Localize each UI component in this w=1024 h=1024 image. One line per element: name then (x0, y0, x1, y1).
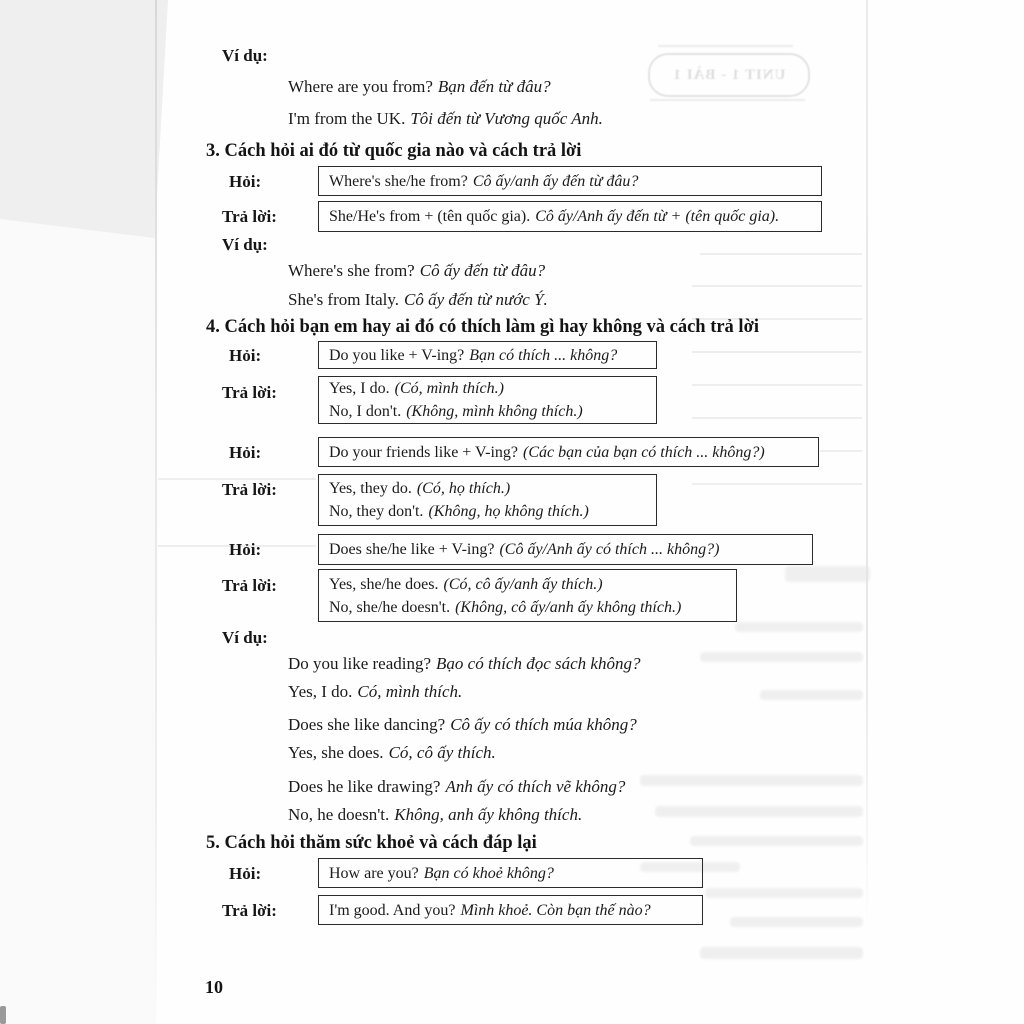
example-english: Where's she from? (288, 261, 415, 280)
example-line (288, 290, 548, 310)
box-vietnamese: Bạn có thích ... không? (469, 346, 618, 364)
example-english: No, he doesn't. (288, 805, 390, 824)
section-heading-4: 4. Cách hỏi bạn em hay ai đó có thích làm gì hay không và cách trả lời (206, 317, 759, 337)
page-number: 10 (205, 977, 223, 997)
question-box (318, 437, 819, 467)
example-label: Ví dụ: (222, 628, 268, 647)
ghost-showthrough-text (690, 836, 863, 846)
example-english: Do you like reading? (288, 654, 432, 673)
answer-label: Trả lời: (222, 480, 277, 499)
answer-box (318, 895, 703, 925)
answer-box (318, 201, 822, 232)
box-english: Do you like + V-ing? (329, 346, 465, 364)
box-english: No, I don't. (329, 403, 402, 420)
example-english: Yes, she does. (288, 743, 384, 762)
example-english: Does she like dancing? (288, 715, 446, 734)
page-right-edge (866, 0, 868, 930)
question-label: Hỏi: (229, 172, 262, 191)
box-line (329, 377, 646, 400)
question-label: Hỏi: (229, 346, 262, 365)
box-english: Yes, I do. (329, 380, 390, 397)
ghost-unit-badge (648, 53, 810, 97)
example-vietnamese: Bạn đến từ đâu? (437, 77, 551, 96)
box-line (329, 477, 646, 500)
answer-label: Trả lời: (222, 901, 277, 920)
box-english: I'm good. And you? (329, 901, 456, 919)
answer-box (318, 474, 657, 526)
box-vietnamese: Cô ấy/anh ấy đến từ đâu? (472, 172, 639, 190)
ghost-table-line (820, 450, 862, 452)
example-vietnamese: Không, anh ấy không thích. (394, 805, 583, 824)
box-vietnamese: (Có, mình thích.) (394, 380, 504, 397)
box-line (329, 899, 692, 922)
box-vietnamese: (Không, họ không thích.) (428, 503, 589, 520)
ghost-showthrough-text (735, 622, 863, 632)
ghost-showthrough-text (785, 566, 870, 582)
box-vietnamese: (Có, họ thích.) (416, 480, 511, 497)
example-vietnamese: Anh ấy có thích vẽ không? (445, 777, 626, 796)
ghost-showthrough-text (700, 652, 863, 662)
box-vietnamese: (Cô ấy/Anh ấy có thích ... không?) (499, 541, 720, 558)
ghost-table-line (700, 253, 862, 255)
example-line (288, 805, 582, 825)
box-line (329, 400, 646, 423)
box-vietnamese: (Có, cô ấy/anh ấy thích.) (443, 575, 603, 593)
example-line (288, 743, 496, 763)
box-english: How are you? (329, 864, 419, 882)
box-line (329, 538, 802, 561)
ghost-table-line (692, 384, 862, 386)
box-english: She/He's from + (tên quốc gia). (329, 208, 531, 225)
box-vietnamese: (Không, mình không thích.) (406, 403, 583, 420)
example-line (288, 261, 545, 281)
example-vietnamese: Cô ấy có thích múa không? (450, 715, 637, 734)
box-english: No, she/he doesn't. (329, 598, 451, 616)
question-box (318, 858, 703, 888)
question-label: Hỏi: (229, 443, 262, 462)
example-vietnamese: Cô ấy đến từ nước Ý. (404, 290, 548, 309)
ghost-showthrough-text (640, 775, 863, 786)
example-line (288, 654, 640, 674)
ghost-unit-badge-text: UNIT 1 - BÀI 1 (672, 66, 786, 83)
question-box (318, 534, 813, 565)
example-vietnamese: Bạo có thích đọc sách không? (436, 654, 641, 673)
ghost-showthrough-text (730, 917, 863, 927)
example-line (288, 715, 637, 735)
page-left-edge (155, 0, 157, 1024)
box-line (329, 862, 692, 885)
ghost-table-line (692, 351, 862, 353)
question-box (318, 341, 657, 369)
box-english: No, they don't. (329, 503, 424, 520)
example-english: Yes, I do. (288, 682, 353, 701)
box-english: Where's she/he from? (329, 172, 468, 190)
example-english: Does he like drawing? (288, 777, 441, 796)
answer-box (318, 569, 737, 622)
example-vietnamese: Có, mình thích. (357, 682, 463, 701)
answer-label: Trả lời: (222, 383, 277, 402)
example-english: I'm from the UK. (288, 109, 406, 128)
box-line (329, 500, 646, 523)
box-line (329, 170, 811, 193)
page-corner-shade (0, 0, 168, 238)
example-line (288, 77, 551, 97)
ghost-showthrough-text (655, 806, 863, 817)
box-vietnamese: Mình khoẻ. Còn bạn thế nào? (460, 901, 651, 919)
ghost-table-line (692, 417, 862, 419)
box-english: Does she/he like + V-ing? (329, 541, 495, 558)
example-vietnamese: Tôi đến từ Vương quốc Anh. (410, 109, 603, 128)
section-heading-3: 3. Cách hỏi ai đó từ quốc gia nào và cách trả lời (206, 141, 582, 161)
example-label: Ví dụ: (222, 46, 268, 65)
box-english: Do your friends like + V-ing? (329, 443, 518, 461)
box-vietnamese: (Các bạn của bạn có thích ... không?) (523, 443, 765, 461)
example-label: Ví dụ: (222, 235, 268, 254)
section-heading-5: 5. Cách hỏi thăm sức khoẻ và cách đáp lại (206, 833, 537, 853)
question-label: Hỏi: (229, 540, 262, 559)
example-vietnamese: Cô ấy đến từ đâu? (419, 261, 546, 280)
ghost-showthrough-text (760, 690, 863, 700)
ghost-showthrough-text (700, 947, 863, 959)
example-line (288, 682, 462, 702)
example-vietnamese: Có, cô ấy thích. (388, 743, 496, 762)
answer-box (318, 376, 657, 424)
box-english: Yes, they do. (329, 480, 412, 497)
box-line (329, 596, 726, 619)
ghost-table-line (692, 483, 862, 485)
box-vietnamese: Cô ấy/Anh ấy đến từ + (tên quốc gia). (535, 208, 780, 225)
box-line (329, 573, 726, 596)
ghost-dash (650, 99, 805, 101)
box-line (329, 344, 646, 367)
ghost-dash (658, 45, 793, 47)
box-vietnamese: (Không, cô ấy/anh ấy không thích.) (455, 598, 682, 616)
box-vietnamese: Bạn có khoẻ không? (423, 864, 554, 882)
answer-label: Trả lời: (222, 207, 277, 226)
example-english: She's from Italy. (288, 290, 400, 309)
question-label: Hỏi: (229, 864, 262, 883)
scan-artifact-speck (0, 1006, 6, 1024)
box-line (329, 205, 811, 228)
answer-label: Trả lời: (222, 576, 277, 595)
question-box (318, 166, 822, 196)
ghost-table-line (692, 285, 862, 287)
box-english: Yes, she/he does. (329, 575, 439, 593)
example-line (288, 777, 625, 797)
box-line (329, 441, 808, 464)
example-line (288, 109, 603, 129)
example-english: Where are you from? (288, 77, 433, 96)
ghost-showthrough-text (705, 888, 863, 898)
